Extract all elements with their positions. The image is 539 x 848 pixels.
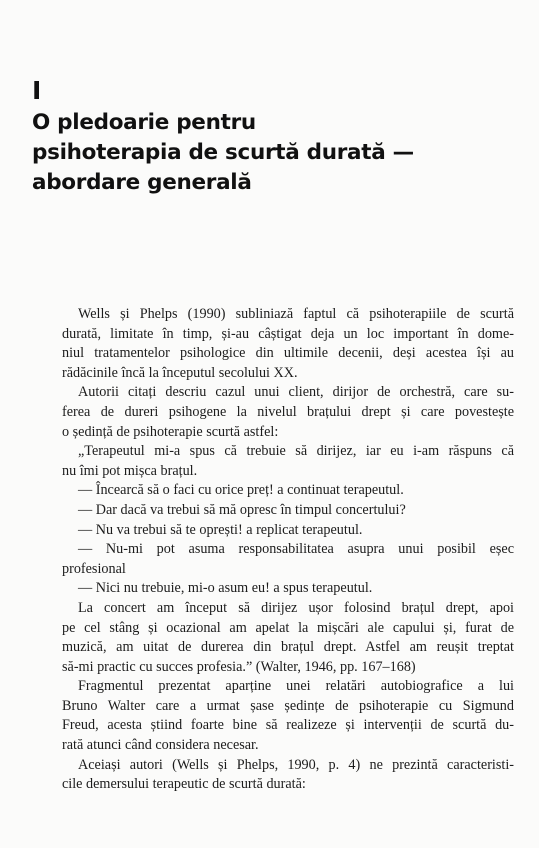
- chapter-heading: [32, 76, 512, 198]
- text-line: o ședință de psihoterapie scurtă astfel:: [62, 423, 279, 440]
- paragraph: [62, 521, 514, 541]
- text-line: pe cel stâng și ocazional am apelat la mișcări ale capului și, furat de: [62, 619, 514, 636]
- text-line: cile demersului terapeutic de scurtă durată:: [62, 776, 306, 793]
- text-line: profesional: [62, 560, 126, 577]
- paragraph: [62, 501, 514, 521]
- paragraph: [62, 383, 514, 442]
- chapter-title-line: psihoterapia de scurtă durată —: [32, 140, 414, 165]
- paragraph: [62, 677, 514, 755]
- text-line: Aceiași autori (Wells și Phelps, 1990, p. 4) ne prezintă caracteristi-: [78, 756, 514, 773]
- text-line: „Terapeutul mi-a spus că trebuie să dirijez, iar eu i-am răspuns că: [78, 443, 514, 460]
- text-line: să-mi practic cu succes profesia.” (Walter, 1946, pp. 167–168): [62, 658, 416, 675]
- text-line: Autorii citați descriu cazul unui client, dirijor de orchestră, care su-: [78, 384, 514, 401]
- paragraph: [62, 540, 514, 579]
- text-line: niul tratamentelor psihologice din ultimile decenii, deși acestea își au: [62, 345, 514, 362]
- text-line: — Dar dacă va trebui să mă opresc în timpul concertului?: [78, 501, 406, 518]
- text-line: ferea de dureri psihogene la nivelul brațului drept și care povestește: [62, 403, 514, 420]
- chapter-number: I: [32, 76, 42, 105]
- text-line: — Încearcă să o faci cu orice preț! a continuat terapeutul.: [78, 482, 404, 499]
- chapter-title-line: abordare generală: [32, 170, 252, 195]
- text-line: rată atunci când considera necesar.: [62, 737, 259, 754]
- paragraph: [62, 481, 514, 501]
- paragraph: [62, 599, 514, 677]
- paragraph: [62, 579, 514, 599]
- text-line: muzică, am uitat de durerea din brațul drept. Astfel am reușit treptat: [62, 639, 514, 656]
- body-text: [62, 305, 514, 795]
- text-line: La concert am început să dirijez ușor folosind brațul drept, apoi: [78, 599, 514, 616]
- text-line: Freud, acesta știind foarte bine să realizeze și intervenții de scurtă du-: [62, 717, 514, 734]
- chapter-title: [32, 108, 512, 198]
- text-line: Fragmentul prezentat aparține unei relatări autobiografice a lui: [78, 678, 514, 695]
- text-line: nu îmi pot mișca brațul.: [62, 462, 198, 479]
- text-line: durată, limitate în timp, și-au câștigat deja un loc important în dome-: [62, 325, 514, 342]
- paragraph: [62, 442, 514, 481]
- chapter-title-line: O pledoarie pentru: [32, 110, 256, 135]
- text-line: Bruno Walter care a urmat șase ședințe de psihoterapie cu Sigmund: [62, 697, 514, 714]
- text-line: — Nu-mi pot asuma responsabilitatea asupra unui posibil eșec: [78, 541, 514, 558]
- paragraph: [62, 305, 514, 383]
- text-line: — Nici nu trebuie, mi-o asum eu! a spus terapeutul.: [78, 580, 373, 597]
- text-line: Wells și Phelps (1990) subliniază faptul că psihoterapiile de scurtă: [78, 306, 514, 322]
- text-line: rădăcinile încă la începutul secolului XX.: [62, 364, 298, 381]
- paragraph: [62, 756, 514, 795]
- text-line: — Nu va trebui să te oprești! a replicat terapeutul.: [78, 521, 363, 538]
